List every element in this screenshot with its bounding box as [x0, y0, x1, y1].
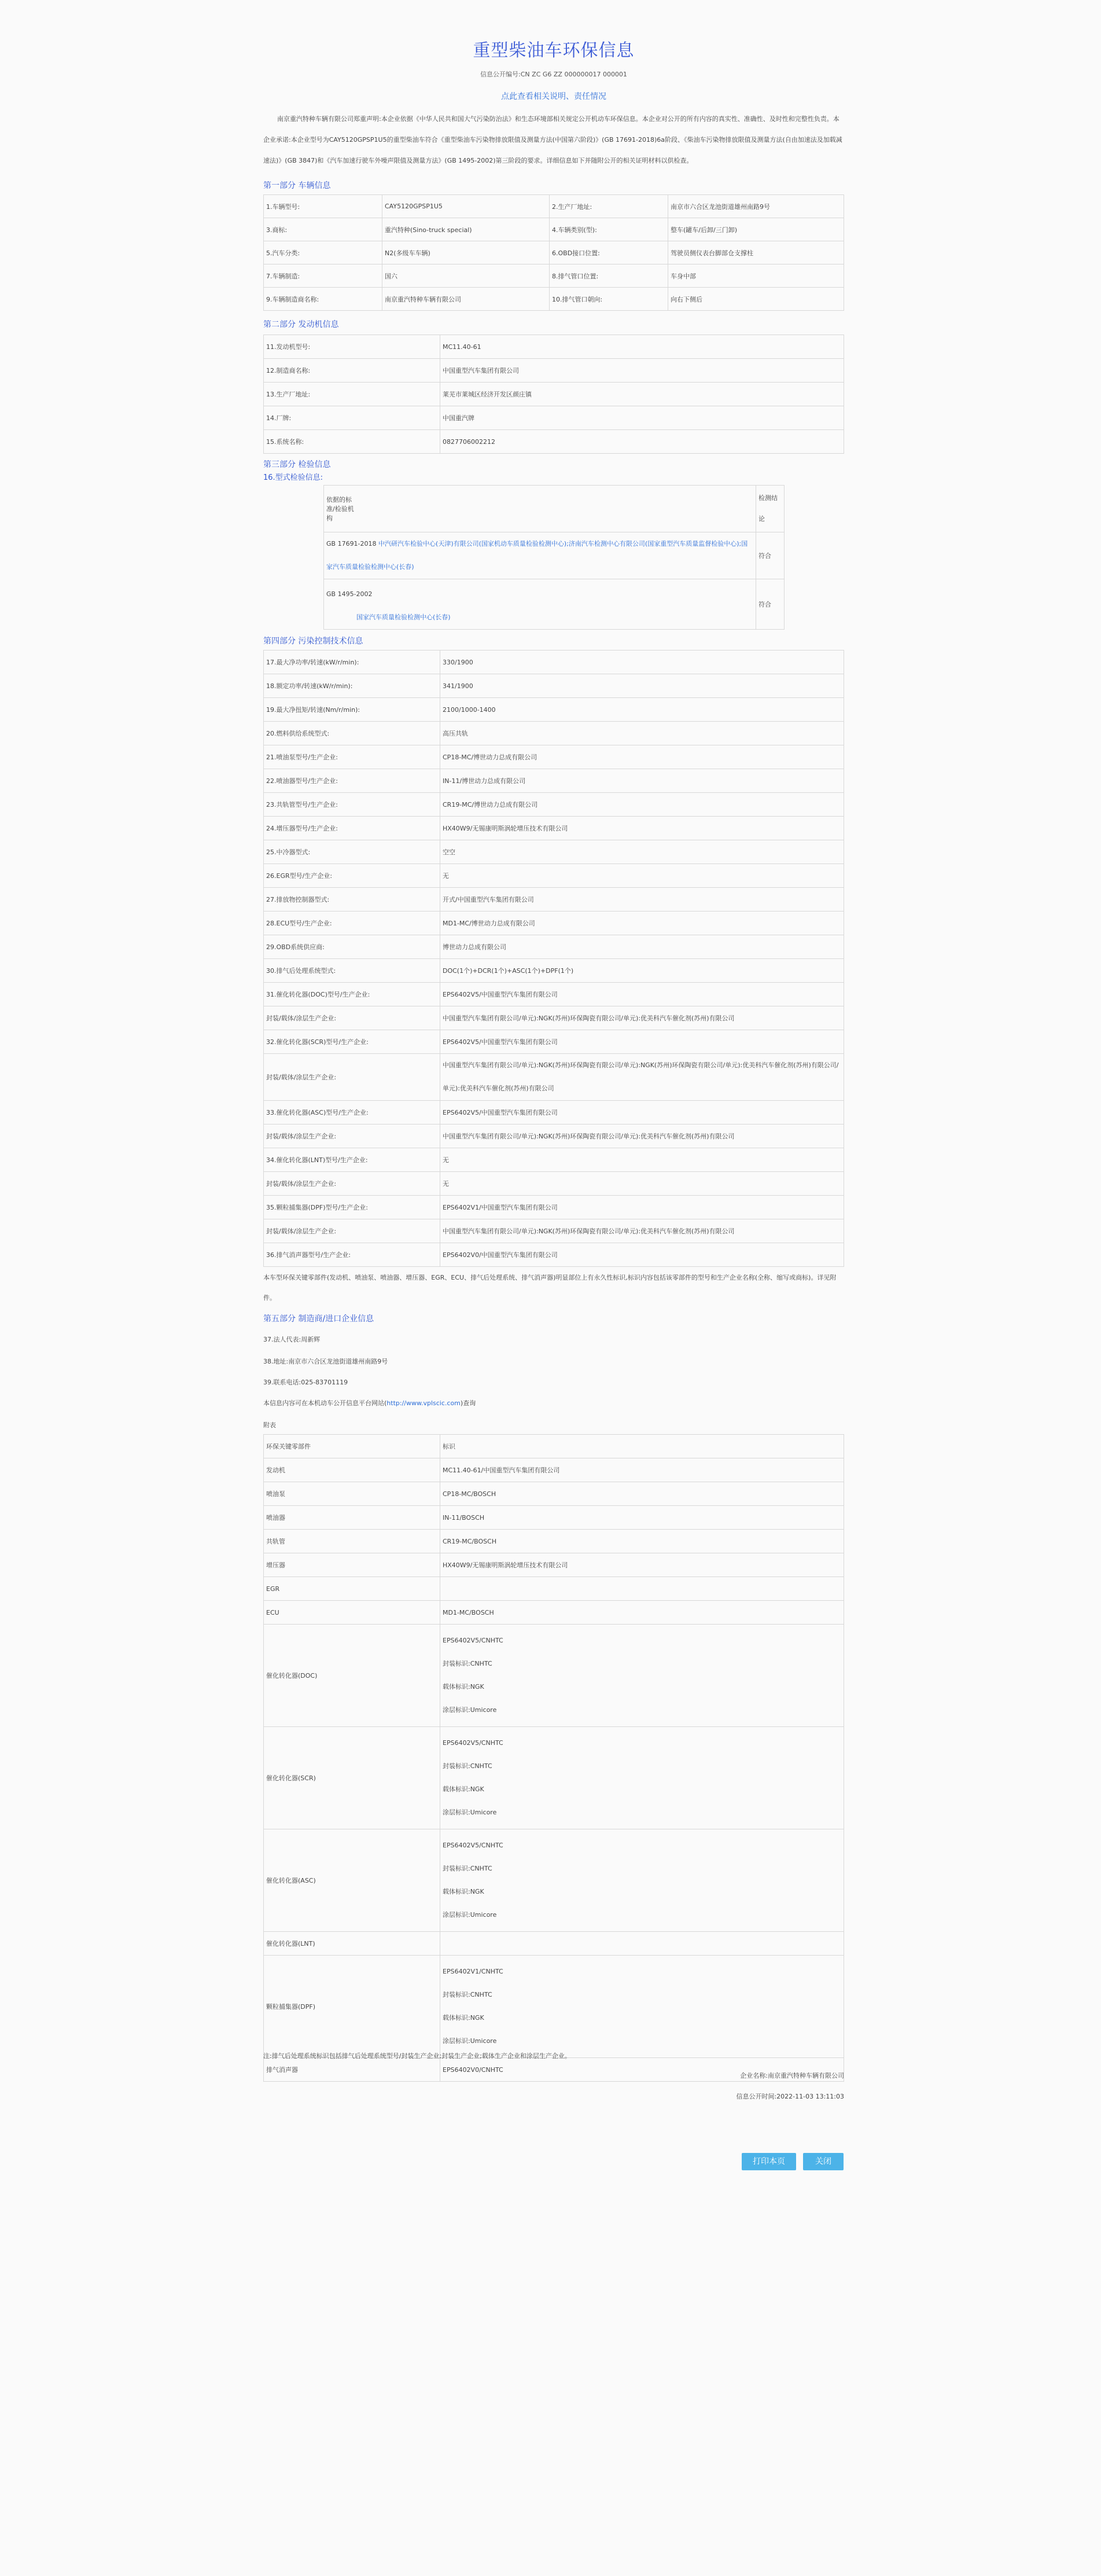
tech-label: 26.EGR型号/生产企业: — [264, 864, 440, 888]
notice-link[interactable]: 点此查看相关说明、责任情况 — [501, 92, 606, 101]
tech-row — [264, 1219, 844, 1243]
engine-row — [264, 359, 844, 383]
attachment-mark: 涂层标识:Umicore — [443, 1911, 497, 1919]
vehicle-label: 2.生产厂地址: — [550, 195, 668, 218]
tech-value: 中国重型汽车集团有限公司/单元):NGK(苏州)环保陶瓷有限公司/单元):优美科汽车催化剂(苏州)有限公司 — [440, 1006, 844, 1030]
attachment-head-mark: 标识 — [440, 1435, 844, 1458]
inspection-orgs[interactable]: 中汽研汽车检验中心(天津)有限公司(国家机动车质量检验检测中心);济南汽车检测中心有限公司(国家重型汽车质量监督检验中心);国家汽车质量检验检测中心(长春) — [326, 540, 748, 571]
attachment-mark: EPS6402V5/CNHTC — [443, 1842, 503, 1849]
inspection-result: 符合 — [756, 579, 785, 630]
vehicle-value: 国六 — [382, 264, 550, 288]
attachment-mark: 封装标识:CNHTC — [443, 1865, 492, 1872]
tech-label: 31.催化转化器(DOC)型号/生产企业: — [264, 983, 440, 1006]
attachment-row — [264, 1553, 844, 1577]
tech-value: 330/1900 — [440, 651, 844, 674]
vehicle-value: 南京市六合区龙池街道雄州南路9号 — [668, 195, 844, 218]
tech-value: 341/1900 — [440, 674, 844, 698]
vehicle-value: 重汽特种(Sino-truck special) — [382, 218, 550, 241]
tech-row — [264, 745, 844, 769]
attachment-row — [264, 1956, 844, 2058]
vehicle-value: CAY5120GPSP1U5 — [382, 195, 550, 218]
tech-label: 20.燃料供给系统型式: — [264, 722, 440, 745]
inspection-head-spacer — [358, 486, 756, 532]
vehicle-value: 驾驶员侧仪表台脚部仓支撑柱 — [668, 241, 844, 264]
engine-row — [264, 406, 844, 430]
query-line — [263, 1398, 476, 1408]
tech-value: MD1-MC/博世动力总成有限公司 — [440, 912, 844, 935]
tech-row — [264, 1172, 844, 1196]
attachment-mark: EPS6402V5/CNHTC — [443, 1739, 503, 1747]
section-1-heading: 第一部分 车辆信息 — [263, 181, 331, 190]
tech-value: DOC(1个)+DCR(1个)+ASC(1个)+DPF(1个) — [440, 959, 844, 983]
vehicle-label: 7.车辆制造: — [264, 264, 382, 288]
tech-label: 22.喷油器型号/生产企业: — [264, 769, 440, 793]
section-5-heading: 第五部分 制造商/进口企业信息 — [263, 1314, 374, 1324]
tech-label: 24.增压器型号/生产企业: — [264, 817, 440, 840]
vehicle-label: 3.商标: — [264, 218, 382, 241]
maker-phone: 39.联系电话:025-83701119 — [263, 1379, 348, 1386]
inspection-result: 符合 — [756, 532, 785, 579]
tech-row — [264, 817, 844, 840]
tech-label: 封装/载体/涂层生产企业: — [264, 1125, 440, 1148]
attachment-row — [264, 1625, 844, 1727]
tech-row — [264, 674, 844, 698]
engine-label: 13.生产厂地址: — [264, 383, 440, 406]
tech-note: 本车型环保关键零部件(发动机、喷油泵、喷油器、增压器、EGR、ECU、排气后处理系统、排气消声器)明显部位上有永久性标识,标识内容包括该零部件的型号和生产企业名称(全称、缩写或商标)。详见附件。 — [263, 1274, 837, 1302]
attachment-marks — [440, 1458, 844, 1482]
tech-row — [264, 888, 844, 912]
document-number: 信息公开编号:CN ZC G6 ZZ 000000017 000001 — [480, 71, 627, 78]
attachment-part: 喷油器 — [264, 1506, 440, 1530]
attachment-marks — [440, 1530, 844, 1553]
attachment-title: 附表 — [263, 1421, 276, 1429]
attachment-marks — [440, 1577, 844, 1601]
engine-value: 中国重汽牌 — [440, 406, 844, 430]
attachment-part: 发动机 — [264, 1458, 440, 1482]
attachment-mark: HX40W9/无锡康明斯涡轮增压技术有限公司 — [443, 1561, 568, 1569]
attachment-row — [264, 1458, 844, 1482]
inspection-cell — [324, 579, 756, 630]
inspection-row — [324, 532, 785, 579]
tech-label: 18.额定功率/转速(kW/r/min): — [264, 674, 440, 698]
attachment-part: 喷油泵 — [264, 1482, 440, 1506]
attachment-marks — [440, 1482, 844, 1506]
tech-value: 无 — [440, 1148, 844, 1172]
vehicle-value: 向右下侧后 — [668, 288, 844, 311]
vehicle-row — [264, 264, 844, 288]
attachment-marks — [440, 1553, 844, 1577]
tech-row — [264, 1196, 844, 1219]
tech-label: 封装/载体/涂层生产企业: — [264, 1054, 440, 1101]
attachment-mark: 涂层标识:Umicore — [443, 1809, 497, 1816]
attachment-mark: 涂层标识:Umicore — [443, 1706, 497, 1714]
vehicle-row — [264, 241, 844, 264]
query-prefix: 本信息内容可在本机动车公开信息平台网站( — [263, 1399, 387, 1407]
vehicle-value: N2(多级车车辆) — [382, 241, 550, 264]
attachment-mark: 涂层标识:Umicore — [443, 2037, 497, 2045]
tech-label: 17.最大净功率/转速(kW/r/min): — [264, 651, 440, 674]
vehicle-info-table — [263, 194, 844, 311]
attachment-row — [264, 1577, 844, 1601]
section-3-heading: 第三部分 检验信息 — [263, 460, 331, 469]
engine-value: 中国重型汽车集团有限公司 — [440, 359, 844, 383]
close-button[interactable]: 关闭 — [803, 2153, 844, 2170]
vehicle-row — [264, 195, 844, 218]
attachment-mark: 载体标识:NGK — [443, 1683, 484, 1691]
attachment-row — [264, 1482, 844, 1506]
tech-value: 无 — [440, 864, 844, 888]
engine-label: 12.制造商名称: — [264, 359, 440, 383]
tech-value: EPS6402V1/中国重型汽车集团有限公司 — [440, 1196, 844, 1219]
attachment-row — [264, 1932, 844, 1956]
attachment-part: 增压器 — [264, 1553, 440, 1577]
tech-value: HX40W9/无锡康明斯涡轮增压技术有限公司 — [440, 817, 844, 840]
attachment-head-part: 环保关键零部件 — [264, 1435, 440, 1458]
attachment-mark: IN-11/BOSCH — [443, 1513, 485, 1522]
inspection-row — [324, 579, 785, 630]
tech-row — [264, 1125, 844, 1148]
tech-label: 25.中冷器型式: — [264, 840, 440, 864]
intro-paragraph: 南京重汽特种车辆有限公司郑重声明:本企业依据《中华人民共和国大气污染防治法》和生态环境部相关规定公开机动车环保信息。本企业对公开的所有内容的真实性、准确性、及时性和完整性负责。本企业承诺:本企业型号为CAY5120GPSP1U5的重型柴油车符合《重型柴油车污染物排放限值及测量方法(中国第六阶段)》(GB 17691-2018)6a阶段、《柴油车污染物排放限值及测量方法(自由加速法及加载减速法)》(GB 3847)和《汽车加速行驶车外噪声限值及测量方法》(GB 1495-2002)第三阶段的要求。详细信息如下并随附公开的相关证明材料以供检查。 — [263, 115, 842, 164]
inspection-cell — [324, 532, 756, 579]
section-2-heading: 第二部分 发动机信息 — [263, 320, 339, 329]
tech-label: 封装/载体/涂层生产企业: — [264, 1219, 440, 1243]
tech-row — [264, 651, 844, 674]
tech-row — [264, 698, 844, 722]
engine-label: 14.厂牌: — [264, 406, 440, 430]
section-4-heading: 第四部分 污染控制技术信息 — [263, 637, 363, 646]
attachment-part: 催化转化器(ASC) — [264, 1829, 440, 1932]
tech-value: EPS6402V5/中国重型汽车集团有限公司 — [440, 1030, 844, 1054]
attachment-part: EGR — [264, 1577, 440, 1601]
tech-label: 27.排放物控制器型式: — [264, 888, 440, 912]
vehicle-label: 4.车辆类别(型): — [550, 218, 668, 241]
tech-label: 23.共轨管型号/生产企业: — [264, 793, 440, 817]
attachment-row — [264, 1530, 844, 1553]
type-inspection-heading: 16.型式检验信息: — [263, 473, 323, 482]
attachment-mark: 封装标识:CNHTC — [443, 1991, 492, 1998]
company-name: 企业名称:南京重汽特种车辆有限公司 — [740, 2072, 844, 2079]
tech-value: 无 — [440, 1172, 844, 1196]
tech-value: 中国重型汽车集团有限公司/单元):NGK(苏州)环保陶瓷有限公司/单元):优美科汽车催化剂(苏州)有限公司 — [440, 1125, 844, 1148]
attachment-row — [264, 1506, 844, 1530]
tech-value: EPS6402V5/中国重型汽车集团有限公司 — [440, 1101, 844, 1125]
attachment-part: 排气消声器 — [264, 2058, 440, 2082]
tech-row — [264, 1054, 844, 1101]
attachment-mark: CR19-MC/BOSCH — [443, 1537, 497, 1545]
inspection-standard: GB 17691-2018 — [326, 540, 377, 547]
tech-value: 开式/中国重型汽车集团有限公司 — [440, 888, 844, 912]
tech-info-table — [263, 650, 844, 1267]
attachment-part: 催化转化器(DOC) — [264, 1625, 440, 1727]
vehicle-label: 1.车辆型号: — [264, 195, 382, 218]
tech-row — [264, 864, 844, 888]
vehicle-row — [264, 288, 844, 311]
attachment-row — [264, 1727, 844, 1829]
tech-value: EPS6402V5/中国重型汽车集团有限公司 — [440, 983, 844, 1006]
attachment-head-row — [264, 1435, 844, 1458]
query-url-link[interactable]: http://www.vplscic.com — [386, 1399, 461, 1407]
print-button[interactable]: 打印本页 — [742, 2153, 796, 2170]
engine-row — [264, 430, 844, 454]
engine-label: 11.发动机型号: — [264, 335, 440, 359]
attachment-mark: EPS6402V0/CNHTC — [443, 2066, 503, 2074]
attachment-marks — [440, 1829, 844, 1932]
attachment-mark: EPS6402V5/CNHTC — [443, 1637, 503, 1644]
attachment-mark: 载体标识:NGK — [443, 1785, 484, 1793]
tech-label: 封装/载体/涂层生产企业: — [264, 1006, 440, 1030]
tech-value: 中国重型汽车集团有限公司/单元):NGK(苏州)环保陶瓷有限公司/单元):NGK(苏州)环保陶瓷有限公司/单元):优美科汽车催化剂(苏州)有限公司/单元):优美科汽车催化剂(苏州)有限公司 — [440, 1054, 844, 1101]
vehicle-label: 10.排气管口朝向: — [550, 288, 668, 311]
tech-label: 35.颗粒捕集器(DPF)型号/生产企业: — [264, 1196, 440, 1219]
page-title: 重型柴油车环保信息 — [473, 41, 635, 61]
query-suffix: )查询 — [460, 1399, 476, 1407]
engine-value: 莱芜市莱城区经济开发区颜庄镇 — [440, 383, 844, 406]
tech-row — [264, 935, 844, 959]
attachment-mark: 封装标识:CNHTC — [443, 1660, 492, 1667]
attachment-mark: 载体标识:NGK — [443, 1888, 484, 1895]
engine-value: 0827706002212 — [440, 430, 844, 454]
inspection-table — [323, 485, 785, 630]
engine-value: MC11.40-61 — [440, 335, 844, 359]
vehicle-label: 8.排气管口位置: — [550, 264, 668, 288]
tech-row — [264, 1030, 844, 1054]
tech-label: 32.催化转化器(SCR)型号/生产企业: — [264, 1030, 440, 1054]
inspection-orgs[interactable]: 国家汽车质量检验检测中心(长春) — [356, 613, 451, 621]
attachment-note: 注:排气后处理系统标识包括排气后处理系统型号/封装生产企业;封装生产企业;载体生产企业和涂层生产企业。 — [263, 2052, 571, 2060]
engine-row — [264, 335, 844, 359]
tech-label: 19.最大净扭矩/转速(Nm/r/min): — [264, 698, 440, 722]
tech-row — [264, 1148, 844, 1172]
engine-label: 15.系统名称: — [264, 430, 440, 454]
maker-address: 38.地址:南京市六合区龙池街道雄州南路9号 — [263, 1358, 388, 1365]
attachment-row — [264, 1829, 844, 1932]
engine-row — [264, 383, 844, 406]
tech-row — [264, 722, 844, 745]
vehicle-row — [264, 218, 844, 241]
tech-value: 高压共轨 — [440, 722, 844, 745]
tech-value: 博世动力总成有限公司 — [440, 935, 844, 959]
vehicle-label: 9.车辆制造商名称: — [264, 288, 382, 311]
tech-row — [264, 840, 844, 864]
tech-row — [264, 1006, 844, 1030]
inspection-head-label — [324, 486, 358, 532]
tech-value: CR19-MC/博世动力总成有限公司 — [440, 793, 844, 817]
tech-row — [264, 1243, 844, 1267]
tech-value: 中国重型汽车集团有限公司/单元):NGK(苏州)环保陶瓷有限公司/单元):优美科汽车催化剂(苏州)有限公司 — [440, 1219, 844, 1243]
tech-value: EPS6402V0/中国重型汽车集团有限公司 — [440, 1243, 844, 1267]
tech-label: 28.ECU型号/生产企业: — [264, 912, 440, 935]
vehicle-label: 6.OBD接口位置: — [550, 241, 668, 264]
tech-row — [264, 983, 844, 1006]
attachment-marks — [440, 1506, 844, 1530]
attachment-part: 催化转化器(SCR) — [264, 1727, 440, 1829]
vehicle-value: 车身中部 — [668, 264, 844, 288]
tech-label: 30.排气后处理系统型式: — [264, 959, 440, 983]
engine-info-table — [263, 335, 844, 454]
attachment-part: 颗粒捕集器(DPF) — [264, 1956, 440, 2058]
attachment-mark: MD1-MC/BOSCH — [443, 1608, 494, 1616]
tech-value: IN-11/博世动力总成有限公司 — [440, 769, 844, 793]
attachment-mark: 封装标识:CNHTC — [443, 1762, 492, 1770]
tech-label: 33.催化转化器(ASC)型号/生产企业: — [264, 1101, 440, 1125]
attachment-marks — [440, 1601, 844, 1625]
tech-value: CP18-MC/博世动力总成有限公司 — [440, 745, 844, 769]
attachment-marks — [440, 1625, 844, 1727]
attachment-row — [264, 1601, 844, 1625]
legal-representative: 37.法人代表:周新辉 — [263, 1336, 321, 1343]
attachment-part: 共轨管 — [264, 1530, 440, 1553]
attachment-mark: MC11.40-61/中国重型汽车集团有限公司 — [443, 1467, 560, 1474]
attachment-part: ECU — [264, 1601, 440, 1625]
attachment-marks — [440, 1932, 844, 1956]
inspection-head-label-text: 依据的标准/检验机构 — [326, 496, 354, 522]
vehicle-value: 南京重汽特种车辆有限公司 — [382, 288, 550, 311]
attachment-table — [263, 1434, 844, 2082]
tech-value: 空空 — [440, 840, 844, 864]
inspection-standard: GB 1495-2002 — [326, 590, 373, 598]
attachment-mark: 载体标识:NGK — [443, 2014, 484, 2022]
attachment-marks — [440, 1727, 844, 1829]
tech-row — [264, 793, 844, 817]
vehicle-value: 整车(罐车/后卸/三门卸) — [668, 218, 844, 241]
tech-row — [264, 1101, 844, 1125]
tech-label: 36.排气消声器型号/生产企业: — [264, 1243, 440, 1267]
attachment-mark: CP18-MC/BOSCH — [443, 1490, 496, 1498]
tech-row — [264, 912, 844, 935]
tech-label: 34.催化转化器(LNT)型号/生产企业: — [264, 1148, 440, 1172]
attachment-marks — [440, 1956, 844, 2058]
tech-value: 2100/1000-1400 — [440, 698, 844, 722]
vehicle-label: 5.汽车分类: — [264, 241, 382, 264]
inspection-head-result: 检测结论 — [756, 486, 785, 532]
tech-label: 21.喷油泵型号/生产企业: — [264, 745, 440, 769]
tech-label: 封装/载体/涂层生产企业: — [264, 1172, 440, 1196]
tech-label: 29.OBD系统供应商: — [264, 935, 440, 959]
attachment-part: 催化转化器(LNT) — [264, 1932, 440, 1956]
tech-row — [264, 959, 844, 983]
tech-row — [264, 769, 844, 793]
attachment-mark: EPS6402V1/CNHTC — [443, 1968, 503, 1975]
publish-date: 信息公开时间:2022-11-03 13:11:03 — [736, 2093, 844, 2100]
